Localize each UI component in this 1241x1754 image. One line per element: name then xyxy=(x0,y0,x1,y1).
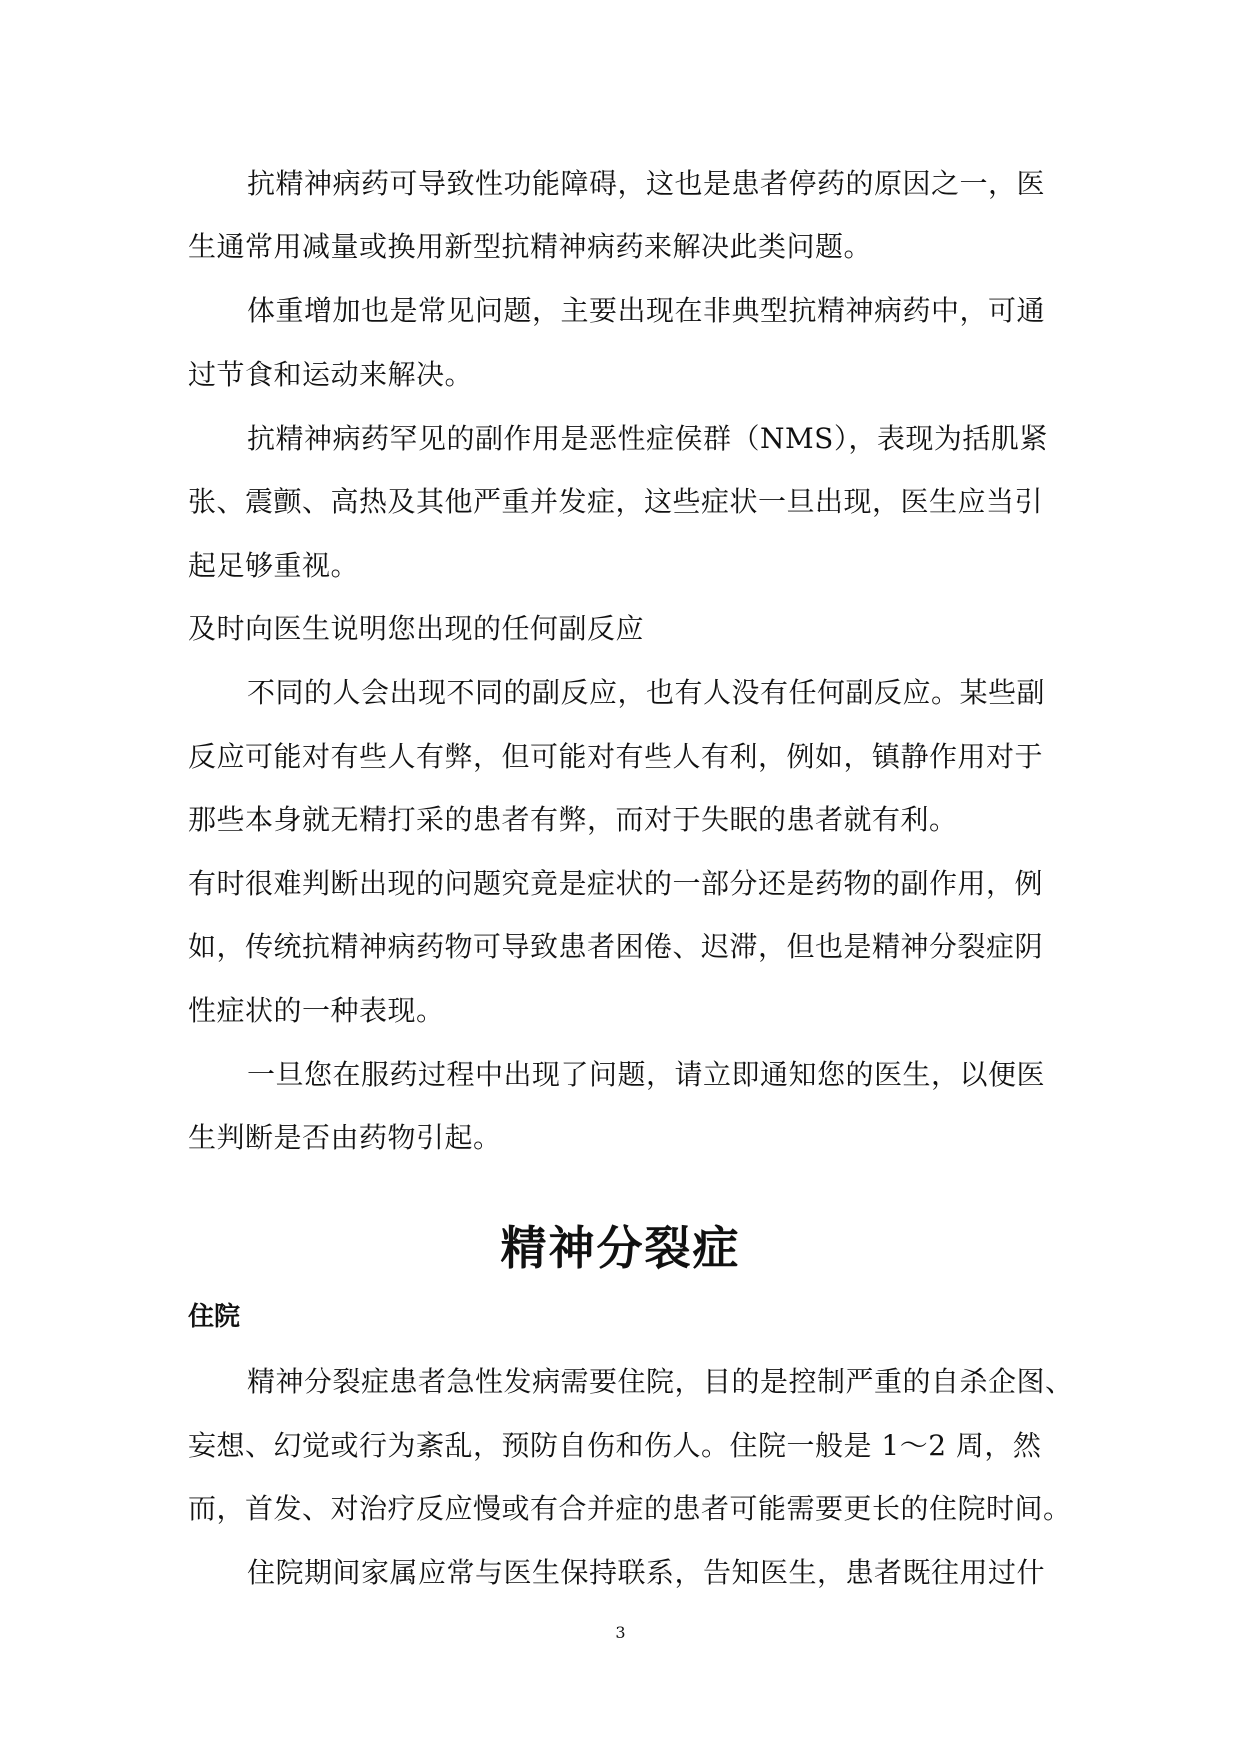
paragraph-line: 过节食和运动来解决。 xyxy=(188,358,474,391)
paragraph-line: 反应可能对有些人有弊，但可能对有些人有利，例如，镇静作用对于 xyxy=(188,740,1044,773)
paragraph-line: 一旦您在服药过程中出现了问题，请立即通知您的医生，以便医 xyxy=(247,1058,1046,1091)
paragraph-line: 抗精神病药罕见的副作用是恶性症侯群（NMS），表现为括肌紧 xyxy=(247,422,1048,455)
paragraph-line: 张、震颤、高热及其他严重并发症，这些症状一旦出现，医生应当引 xyxy=(188,485,1044,518)
paragraph-line: 有时很难判断出现的问题究竟是症状的一部分还是药物的副作用，例 xyxy=(188,867,1044,900)
section-title: 精神分裂症 xyxy=(500,1221,741,1275)
paragraph-line: 抗精神病药可导致性功能障碍，这也是患者停药的原因之一，医 xyxy=(247,167,1046,200)
paragraph-line: 而，首发、对治疗反应慢或有合并症的患者可能需要更长的住院时间。 xyxy=(188,1492,1072,1525)
paragraph-line: 生判断是否由药物引起。 xyxy=(188,1121,502,1154)
paragraph-line: 妄想、幻觉或行为紊乱，预防自伤和伤人。住院一般是 1～2 周，然 xyxy=(188,1429,1042,1462)
paragraph-line: 那些本身就无精打采的患者有弊，而对于失眠的患者就有利。 xyxy=(188,803,958,836)
paragraph-line: 精神分裂症患者急性发病需要住院，目的是控制严重的自杀企图、 xyxy=(247,1365,1074,1398)
paragraph-line: 不同的人会出现不同的副反应，也有人没有任何副反应。某些副 xyxy=(247,676,1046,709)
paragraph-line: 如，传统抗精神病药物可导致患者困倦、迟滞，但也是精神分裂症阴 xyxy=(188,930,1044,963)
paragraph-line: 生通常用减量或换用新型抗精神病药来解决此类问题。 xyxy=(188,230,873,263)
paragraph-line: 及时向医生说明您出现的任何副反应 xyxy=(188,612,645,645)
paragraph-line: 起足够重视。 xyxy=(188,549,360,582)
paragraph-line: 住院期间家属应常与医生保持联系，告知医生，患者既往用过什 xyxy=(247,1556,1046,1589)
page-number: 3 xyxy=(615,1623,626,1642)
paragraph-line: 性症状的一种表现。 xyxy=(188,994,445,1027)
section-subtitle: 住院 xyxy=(188,1302,241,1332)
paragraph-line: 体重增加也是常见问题，主要出现在非典型抗精神病药中，可通 xyxy=(247,294,1046,327)
